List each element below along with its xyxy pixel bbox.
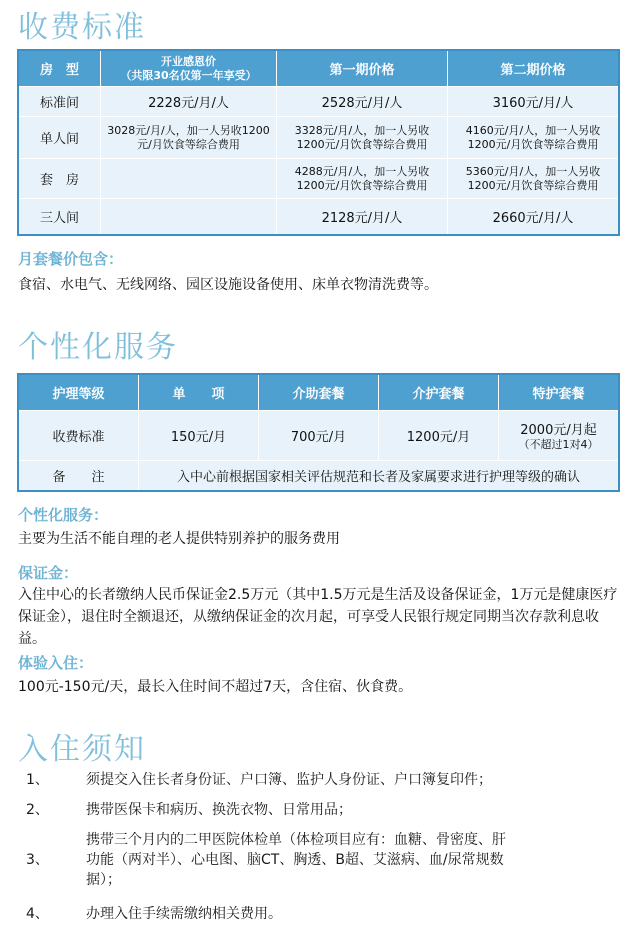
phase1-price: 3328元/月/人，加一人另收1200元/月饮食等综合费用 [277, 117, 448, 159]
notice-number: 4、 [26, 906, 49, 922]
fees-heading: 收费标准 [18, 10, 146, 45]
services-table [18, 374, 619, 491]
fees-row-single [19, 117, 619, 159]
personal-service-title: 个性化服务： [18, 506, 109, 524]
assist-package-fee: 700元/月 [259, 411, 379, 461]
personal-service-text: 主要为生活不能自理的老人提供特别养护的服务费用 [18, 531, 340, 547]
promo-header-note: （共限30名仅第一年享受） [120, 68, 257, 82]
promo-header-title: 开业感恩价 [161, 54, 216, 68]
fees-header-row [19, 51, 619, 87]
assist-package-header: 介助套餐 [259, 375, 379, 411]
promo-price [101, 159, 277, 199]
includes-text: 食宿、水电气、无线网络、园区设施设备使用、床单衣物清洗费等。 [18, 277, 438, 293]
room-type: 单人间 [19, 117, 101, 159]
special-package-header: 特护套餐 [499, 375, 619, 411]
deposit-text: 入住中心的长者缴纳人民币保证金2.5万元（其中1.5万元是生活及设备保证金，1万元是健康医疗保证金），退住时全额退还，从缴纳保证金的次月起，可享受人民银行规定同期当次存款利息收益。 [18, 587, 618, 647]
services-header-row [19, 375, 619, 411]
services-note-row [19, 461, 619, 491]
services-fee-row [19, 411, 619, 461]
promo-price: 3028元/月/人，加一人另收1200元/月饮食等综合费用 [101, 117, 277, 159]
care-package-fee: 1200元/月 [379, 411, 499, 461]
phase2-price: 3160元/月/人 [448, 87, 619, 117]
notice-number: 2、 [26, 802, 49, 818]
phase2-price: 2660元/月/人 [448, 199, 619, 235]
note-label: 备 注 [19, 461, 139, 491]
note-text: 入中心前根据国家相关评估规范和长者及家属要求进行护理等级的确认 [139, 461, 619, 491]
phase1-price: 4288元/月/人，加一人另收1200元/月饮食等综合费用 [277, 159, 448, 199]
care-package-header: 介护套餐 [379, 375, 499, 411]
phase1-price: 2128元/月/人 [277, 199, 448, 235]
services-heading: 个性化服务 [18, 330, 178, 365]
notice-heading: 入住须知 [18, 732, 146, 767]
phase1-price: 2528元/月/人 [277, 87, 448, 117]
deposit-title: 保证金： [18, 564, 79, 582]
special-package-fee [499, 411, 619, 461]
notice-text: 携带医保卡和病历、换洗衣物、日常用品； [86, 802, 352, 818]
phase1-price-header: 第一期价格 [277, 51, 448, 87]
promo-price: 2228元/月/人 [101, 87, 277, 117]
room-type: 标准间 [19, 87, 101, 117]
notice-number: 1、 [26, 772, 49, 788]
notice-text: 办理入住手续需缴纳相关费用。 [86, 906, 282, 922]
room-type: 三人间 [19, 199, 101, 235]
single-item-header: 单 项 [139, 375, 259, 411]
notice-text: 须提交入住长者身份证、户口簿、监护人身份证、户口簿复印件； [86, 772, 492, 788]
trial-stay-text: 100元-150元/天，最长入住时间不超过7天，含住宿、伙食费。 [18, 679, 413, 695]
promo-price-header [101, 51, 277, 87]
special-fee-amount: 2000元/月起 [520, 423, 597, 438]
room-type: 套 房 [19, 159, 101, 199]
includes-title: 月套餐价包含： [18, 250, 124, 268]
fees-row-suite [19, 159, 619, 199]
single-item-fee: 150元/月 [139, 411, 259, 461]
notice-text: 携带三个月内的二甲医院体检单（体检项目应有：血糖、骨密度、肝功能（两对半）、心电图、脑CT、胸透、B超、艾滋病、血/尿常规数据）； [86, 832, 506, 888]
room-type-header: 房 型 [19, 51, 101, 87]
fee-label: 收费标准 [19, 411, 139, 461]
fees-table [18, 50, 619, 235]
notice-number: 3、 [26, 852, 49, 868]
fees-row-standard [19, 87, 619, 117]
phase2-price: 5360元/月/人，加一人另收1200元/月饮食等综合费用 [448, 159, 619, 199]
trial-stay-title: 体验入住： [18, 654, 94, 672]
phase2-price-header: 第二期价格 [448, 51, 619, 87]
promo-price [101, 199, 277, 235]
fees-row-triple [19, 199, 619, 235]
special-fee-note: （不超过1对4） [518, 438, 599, 451]
phase2-price: 4160元/月/人，加一人另收1200元/月饮食等综合费用 [448, 117, 619, 159]
care-level-header: 护理等级 [19, 375, 139, 411]
